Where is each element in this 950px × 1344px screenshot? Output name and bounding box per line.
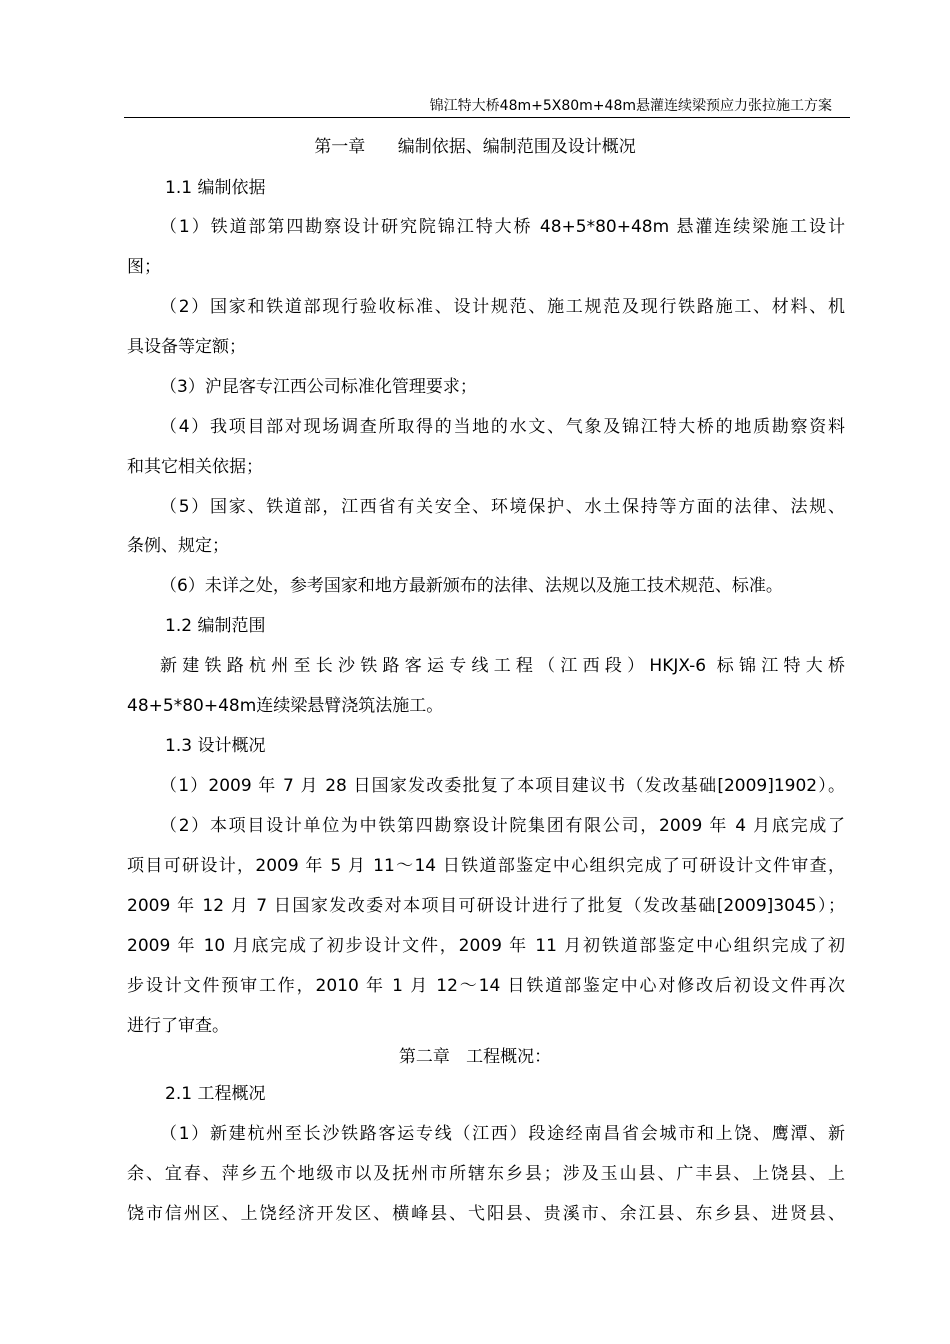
paragraph-line: 条例、规定；: [127, 536, 229, 556]
paragraph-line: （1）2009 年 7 月 28 日国家发改委批复了本项目建议书（发改基础[2009]1902）。: [160, 776, 845, 796]
paragraph-line: 新建铁路杭州至长沙铁路客运专线工程（江西段）HKJX-6 标锦江特大桥: [160, 656, 845, 676]
paragraph-line: （1）新建杭州至长沙铁路客运专线（江西）段途经南昌省会城市和上饶、鹰潭、新: [160, 1124, 845, 1144]
paragraph-line: （1）铁道部第四勘察设计研究院锦江特大桥 48+5*80+48m 悬灌连续梁施工设计: [160, 217, 845, 237]
paragraph-line: 余、宜春、萍乡五个地级市以及抚州市所辖东乡县；涉及玉山县、广丰县、上饶县、上: [127, 1164, 845, 1184]
paragraph-line: 项目可研设计，2009 年 5 月 11～14 日铁道部鉴定中心组织完成了可研设计文件审查，: [127, 856, 845, 876]
paragraph-line: 2009 年 12 月 7 日国家发改委对本项目可研设计进行了批复（发改基础[2009]3045）；: [127, 896, 845, 916]
paragraph-line: （2）本项目设计单位为中铁第四勘察设计院集团有限公司，2009 年 4 月底完成了: [160, 816, 845, 836]
paragraph-line: 进行了审查。: [127, 1016, 229, 1036]
paragraph-line: 图；: [127, 257, 161, 277]
paragraph-line: 饶市信州区、上饶经济开发区、横峰县、弋阳县、贵溪市、余江县、东乡县、进贤县、: [127, 1204, 845, 1224]
paragraph-line: （4）我项目部对现场调查所取得的当地的水文、气象及锦江特大桥的地质勘察资料: [160, 417, 845, 437]
header-title: 锦江特大桥48m+5X80m+48m悬灌连续梁预应力张拉施工方案: [429, 98, 832, 114]
paragraph-line: 2009 年 10 月底完成了初步设计文件，2009 年 11 月初铁道部鉴定中心组织完成了初: [127, 936, 845, 956]
section-2-1-heading: 2.1 工程概况: [165, 1084, 266, 1104]
paragraph-line: 和其它相关依据；: [127, 457, 263, 477]
paragraph-line: （5）国家、铁道部，江西省有关安全、环境保护、水土保持等方面的法律、法规、: [160, 497, 845, 517]
chapter-2-title: 第二章 工程概况：: [398, 1047, 552, 1067]
chapter-1-title: 第一章 编制依据、编制范围及设计概况: [314, 137, 636, 157]
paragraph-line: 具设备等定额；: [127, 337, 246, 357]
paragraph-line: 48+5*80+48m连续梁悬臂浇筑法施工。: [127, 696, 444, 716]
section-1-1-heading: 1.1 编制依据: [165, 178, 266, 198]
paragraph-line: （6）未详之处，参考国家和地方最新颁布的法律、法规以及施工技术规范、标准。: [160, 576, 783, 596]
paragraph-line: （3）沪昆客专江西公司标准化管理要求；: [160, 377, 477, 397]
section-1-2-heading: 1.2 编制范围: [165, 616, 266, 636]
section-1-3-heading: 1.3 设计概况: [165, 736, 266, 756]
paragraph-line: 步设计文件预审工作，2010 年 1 月 12～14 日铁道部鉴定中心对修改后初设文件再次: [127, 976, 845, 996]
paragraph-line: （2）国家和铁道部现行验收标准、设计规范、施工规范及现行铁路施工、材料、机: [160, 297, 845, 317]
header-divider: [124, 117, 850, 118]
